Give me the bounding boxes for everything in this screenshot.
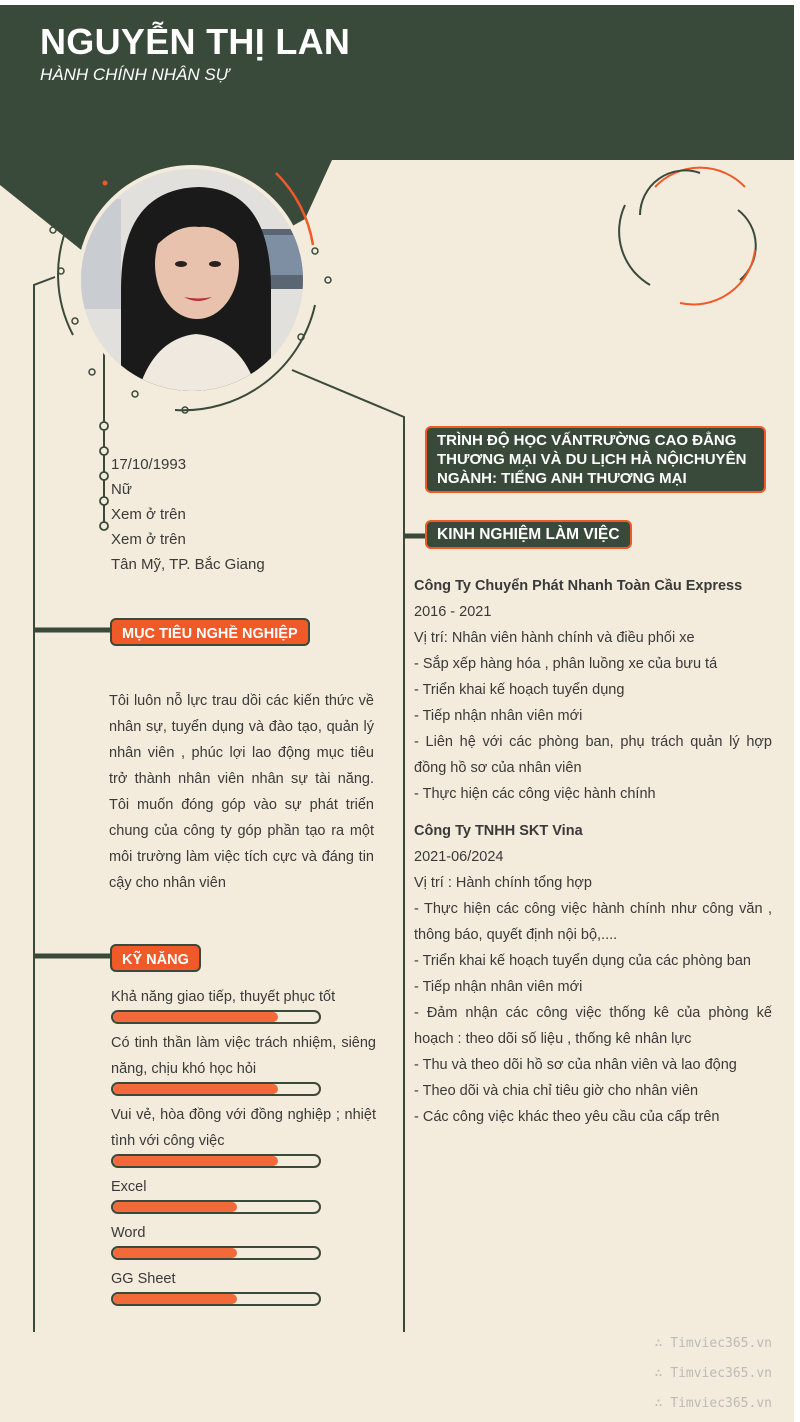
watermark: ∴ Timviec365.vn (654, 1396, 772, 1411)
education-heading: TRÌNH ĐỘ HỌC VẤNTRƯỜNG CAO ĐẲNG THƯƠNG MẠI VÀ DU LỊCH HÀ NỘICHUYÊN NGÀNH: TIẾNG ANH THƯƠNG MẠI (425, 426, 766, 493)
skill-label: Vui vẻ, hòa đồng với đồng nghiệp ; nhiệt tình với công việc (111, 1107, 376, 1149)
job-line: Vị trí: Nhân viên hành chính và điều phối xe (414, 630, 695, 646)
skill-bar (111, 1154, 321, 1168)
objective-heading: MỤC TIÊU NGHỀ NGHIỆP (110, 618, 310, 646)
info-address: Tân Mỹ, TP. Bắc Giang (111, 556, 265, 573)
skill-bar-fill (113, 1012, 278, 1022)
skill-bar-fill (113, 1248, 237, 1258)
info-line3: Xem ở trên (111, 506, 186, 523)
profile-photo (77, 165, 307, 395)
cv-page (0, 5, 794, 1422)
job-entry-2 (414, 818, 772, 1130)
experience-heading: KINH NGHIỆM LÀM VIỆC (425, 520, 632, 549)
skill-label: Word (111, 1225, 146, 1241)
objective-text: Tôi luôn nỗ lực trau dồi các kiến thức về nhân sự, tuyển dụng và đào tạo, quản lý nhân viên , phúc lợi lao động mục tiêu trở thành nhân viên nhân sự tài năng. Tôi muốn đóng góp vào sự phát triển chung của công ty góp phần tạo ra một môi trường làm việc tích cực và đáng tin cậy cho nhân viên (109, 693, 374, 891)
job-line: - Tiếp nhận nhân viên mới (414, 708, 583, 724)
job-line: - Triển khai kế hoạch tuyển dụng của các phòng ban (414, 953, 751, 969)
circle-ornament (619, 168, 756, 305)
job-line: Vị trí : Hành chính tổng hợp (414, 875, 592, 891)
job-line: - Triển khai kế hoạch tuyển dụng (414, 682, 625, 698)
skill-bar (111, 1010, 321, 1024)
candidate-name: NGUYỄN THỊ LAN (40, 21, 351, 62)
skill-label: Khả năng giao tiếp, thuyết phục tốt (111, 989, 336, 1005)
skill-bar-fill (113, 1202, 237, 1212)
skill-bar-fill (113, 1156, 278, 1166)
job-line: - Theo dõi và chia chỉ tiêu giờ cho nhân viên (414, 1083, 699, 1099)
job-line: - Tiếp nhận nhân viên mới (414, 979, 583, 995)
job-company: Công Ty Chuyển Phát Nhanh Toàn Cầu Express (414, 578, 743, 594)
skill-bar (111, 1200, 321, 1214)
skill-label: GG Sheet (111, 1271, 176, 1287)
skill-bar (111, 1246, 321, 1260)
info-line4: Xem ở trên (111, 531, 186, 548)
job-line: - Liên hệ với các phòng ban, phụ trách quản lý hợp đồng hồ sơ của nhân viên (414, 734, 772, 776)
skill-label: Excel (111, 1179, 147, 1195)
skill-bar-fill (113, 1294, 237, 1304)
skill-label: Có tinh thần làm việc trách nhiệm, siêng năng, chịu khó học hỏi (111, 1035, 376, 1077)
job-line: - Thu và theo dõi hồ sơ của nhân viên và lao động (414, 1057, 737, 1073)
job-company: Công Ty TNHH SKT Vina (414, 823, 583, 839)
info-dob: 17/10/1993 (111, 456, 187, 473)
job-title: HÀNH CHÍNH NHÂN SỰ (40, 65, 230, 84)
watermark: ∴ Timviec365.vn (654, 1366, 772, 1381)
job-line: - Thực hiện các công việc hành chính (414, 786, 656, 802)
skills-heading: KỸ NĂNG (110, 944, 201, 972)
skill-bar-fill (113, 1084, 278, 1094)
skill-bar (111, 1082, 321, 1096)
job-period: 2021-06/2024 (414, 849, 504, 865)
job-period: 2016 - 2021 (414, 604, 492, 620)
job-line: - Các công việc khác theo yêu cầu của cấp trên (414, 1109, 720, 1125)
job-line: - Sắp xếp hàng hóa , phân luồng xe của bưu tá (414, 656, 718, 672)
job-line: - Đảm nhận các công việc thống kê của phòng kế hoạch : theo dõi số liệu , thống kê nhân lực (414, 1005, 772, 1047)
info-gender: Nữ (111, 481, 132, 498)
watermark: ∴ Timviec365.vn (654, 1336, 772, 1351)
job-line: - Thực hiện các công việc hành chính như công văn , thông báo, quyết định nội bộ,.... (414, 901, 772, 943)
skill-bar (111, 1292, 321, 1306)
job-entry-1 (414, 573, 772, 807)
